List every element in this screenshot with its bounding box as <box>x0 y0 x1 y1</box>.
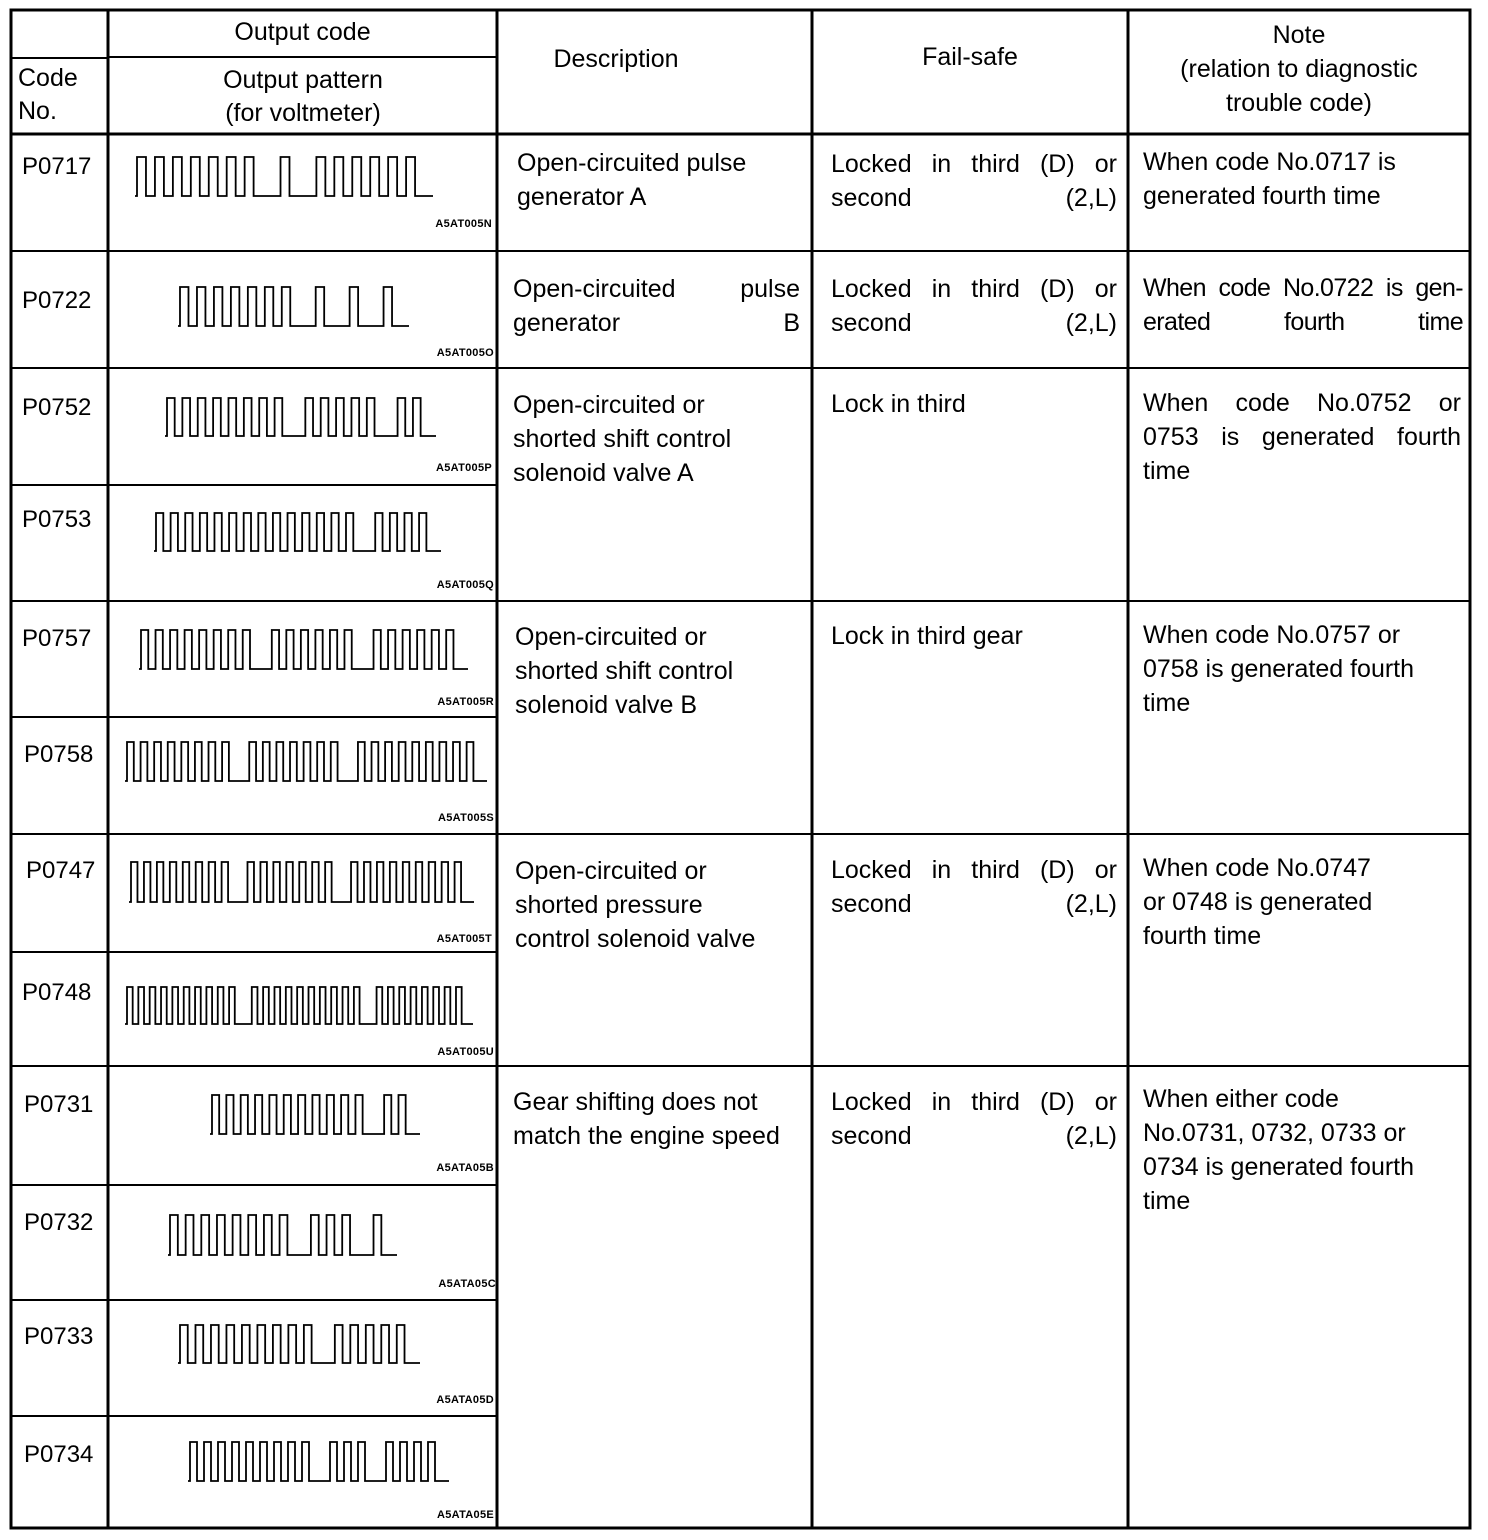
code-label: P0753 <box>22 506 92 533</box>
pattern-ref: A5AT005T <box>436 933 492 945</box>
note-cell: When code No.0752 or 0753 is generated fourth time <box>1143 389 1461 485</box>
output-pattern-p0752 <box>165 398 436 436</box>
pattern-ref: A5ATA05B <box>436 1162 494 1174</box>
note-cell: When code No.0722 is gen- erated fourth time <box>1143 274 1463 336</box>
output-pattern-p0753 <box>154 513 441 551</box>
output-pattern-p0757 <box>139 630 468 669</box>
pattern-ref: A5AT005Q <box>436 579 494 591</box>
fail-safe-cell: Locked in third (D) or second (2,L) <box>831 856 1117 918</box>
output-code-header: Output code <box>234 18 371 46</box>
note-header: Note (relation to diagnostic trouble code) <box>1180 21 1418 117</box>
pattern-ref: A5ATA05E <box>436 1509 494 1521</box>
code-label: P0733 <box>24 1323 94 1350</box>
code-label: P0752 <box>22 394 92 421</box>
code-no-header: Code No. <box>18 64 78 125</box>
fail-safe-cell: Locked in third (D) or second (2,L) <box>831 150 1117 212</box>
output-pattern-p0722 <box>178 287 409 326</box>
note-cell: When code No.0717 is generated fourth time <box>1143 148 1396 210</box>
output-pattern-p0748 <box>125 987 473 1024</box>
output-pattern-p0717 <box>135 157 433 196</box>
pattern-ref: A5AT005U <box>437 1046 494 1058</box>
code-label: P0722 <box>22 287 92 314</box>
fail-safe-cell: Lock in third gear <box>831 622 1023 650</box>
pattern-ref: A5AT005R <box>437 696 494 708</box>
fail-safe-cell: Lock in third <box>831 390 966 418</box>
fail-safe-cell: Locked in third (D) or second (2,L) <box>831 1088 1117 1150</box>
output-pattern-p0732 <box>168 1215 397 1255</box>
output-pattern-p0731 <box>210 1095 420 1134</box>
pattern-ref: A5ATA05D <box>436 1394 494 1406</box>
description-header: Description <box>553 45 679 73</box>
fail-safe-header: Fail-safe <box>922 43 1018 71</box>
note-cell: When either code No.0731, 0732, 0733 or 0734 is generated fourth time <box>1143 1085 1415 1215</box>
code-label: P0747 <box>26 857 96 884</box>
code-label: P0717 <box>22 153 92 180</box>
pattern-ref: A5AT005O <box>436 347 494 359</box>
output-pattern-p0747 <box>129 862 474 902</box>
description-cell: Open-circuited or shorted shift control solenoid valve A <box>513 391 732 487</box>
description-cell: Open-circuited or shorted pressure control solenoid valve <box>515 857 756 953</box>
code-label: P0731 <box>24 1091 94 1118</box>
output-pattern-p0734 <box>188 1442 449 1481</box>
code-label: P0758 <box>24 741 94 768</box>
output-pattern-p0733 <box>178 1325 420 1363</box>
pattern-ref: A5AT005S <box>438 812 494 824</box>
code-label: P0734 <box>24 1441 94 1468</box>
note-cell: When code No.0747 or 0748 is generated fourth time <box>1143 854 1373 950</box>
code-label: P0732 <box>24 1209 94 1236</box>
pattern-ref: A5AT005P <box>436 462 492 474</box>
output-pattern-p0758 <box>125 742 487 781</box>
code-label: P0748 <box>22 979 92 1006</box>
pattern-ref: A5AT005N <box>435 218 492 230</box>
code-label: P0757 <box>22 625 92 652</box>
note-cell: When code No.0757 or 0758 is generated fourth time <box>1143 621 1415 717</box>
description-cell: Open-circuited pulse generator A <box>517 149 747 211</box>
fail-safe-cell: Locked in third (D) or second (2,L) <box>831 275 1117 337</box>
description-cell: Open-circuited pulse generator B <box>513 275 800 337</box>
pattern-ref: A5ATA05C <box>438 1278 496 1290</box>
description-cell: Gear shifting does not match the engine speed <box>513 1088 780 1150</box>
output-pattern-header: Output pattern (for voltmeter) <box>223 66 383 127</box>
description-cell: Open-circuited or shorted shift control solenoid valve B <box>515 623 734 719</box>
